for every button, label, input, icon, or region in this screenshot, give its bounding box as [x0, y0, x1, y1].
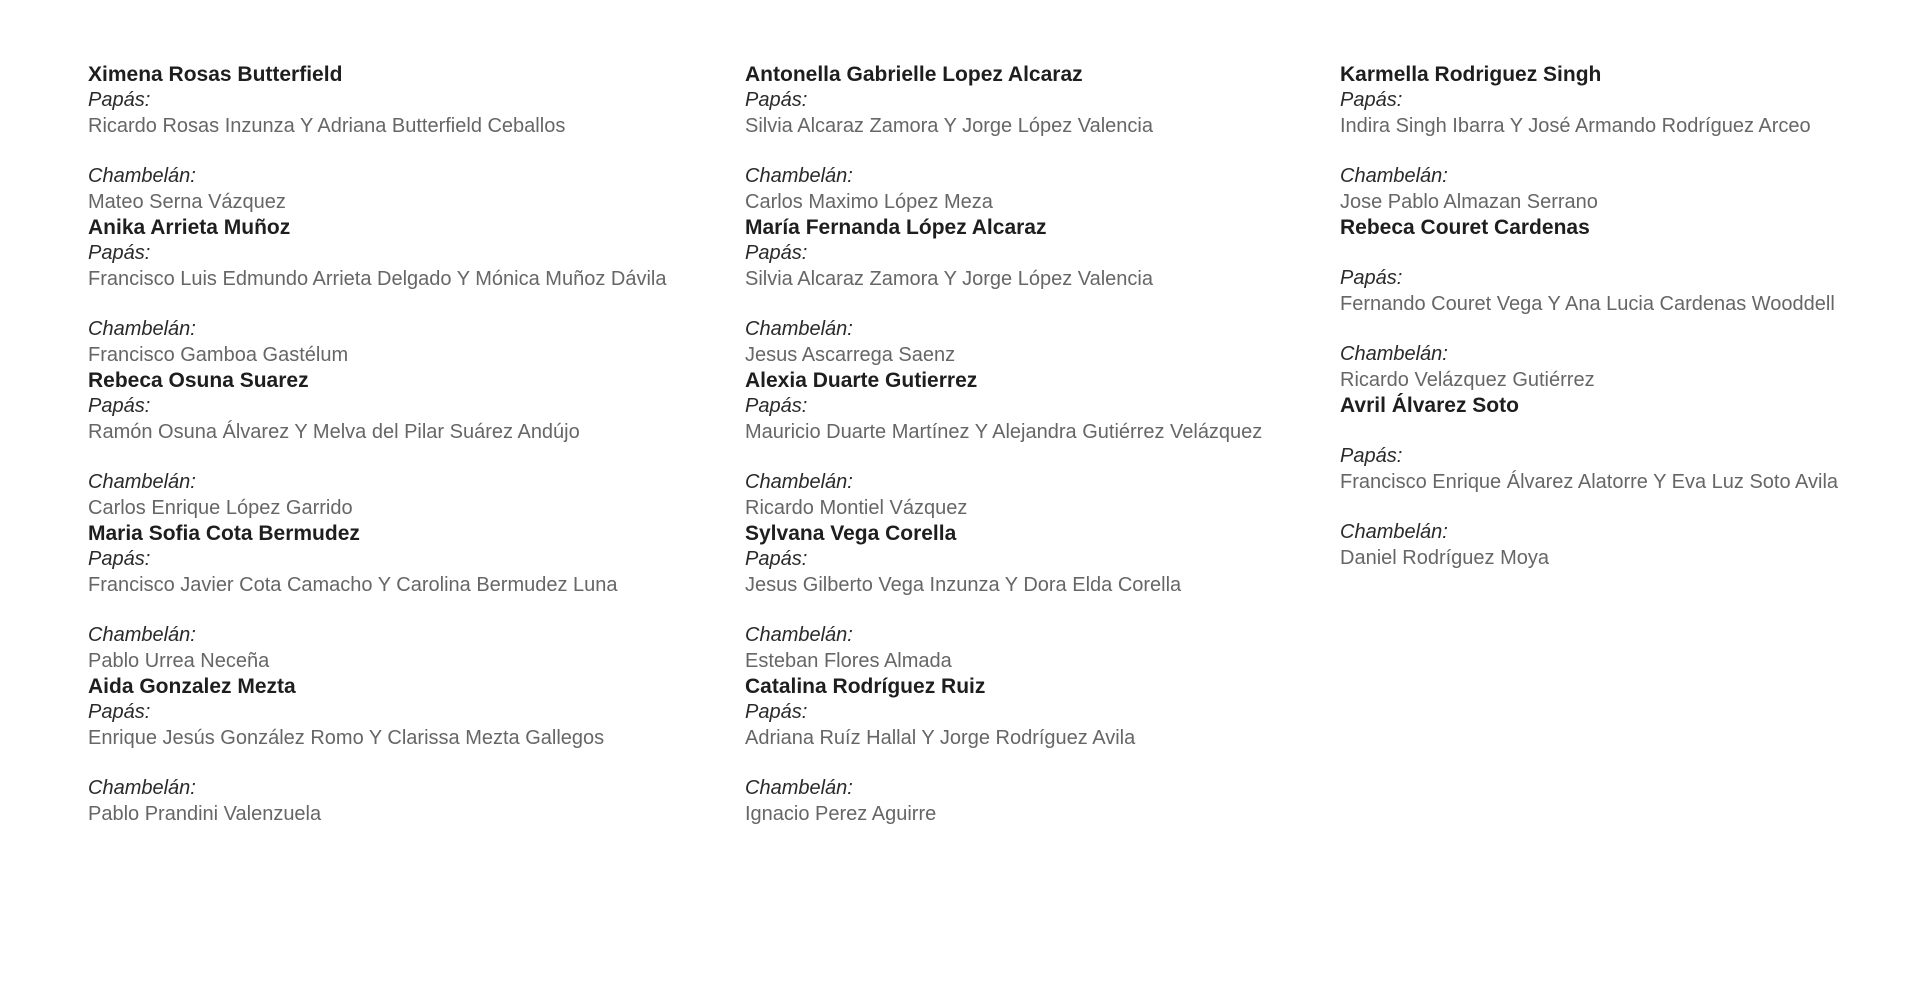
parents-label: Papás: — [745, 548, 808, 570]
entry-name: Karmella Rodriguez Singh — [1340, 63, 1602, 86]
chambelan-value: Ricardo Velázquez Gutiérrez — [1340, 369, 1595, 391]
parents-label: Papás: — [88, 89, 151, 111]
parents-label: Papás: — [88, 395, 151, 417]
entry-name: Rebeca Osuna Suarez — [88, 369, 309, 392]
parents-value: Indira Singh Ibarra Y José Armando Rodríguez Arceo — [1340, 115, 1811, 137]
entry-name: Maria Sofia Cota Bermudez — [88, 522, 360, 545]
parents-label: Papás: — [745, 395, 808, 417]
parents-value: Adriana Ruíz Hallal Y Jorge Rodríguez Avila — [745, 727, 1136, 749]
chambelan-value: Jose Pablo Almazan Serrano — [1340, 191, 1598, 213]
parents-value: Silvia Alcaraz Zamora Y Jorge López Valencia — [745, 115, 1153, 137]
entry — [88, 674, 728, 827]
entry — [88, 215, 728, 368]
chambelan-label: Chambelán: — [745, 318, 853, 340]
entry-name: Ximena Rosas Butterfield — [88, 63, 343, 86]
chambelan-value: Pablo Prandini Valenzuela — [88, 803, 322, 825]
entry — [745, 62, 1345, 215]
parents-value: Ramón Osuna Álvarez Y Melva del Pilar Suárez Andújo — [88, 421, 580, 443]
parents-value: Francisco Enrique Álvarez Alatorre Y Eva Luz Soto Avila — [1340, 471, 1839, 493]
entry-name: Rebeca Couret Cardenas — [1340, 216, 1590, 239]
entry — [88, 521, 728, 674]
parents-label: Papás: — [1340, 445, 1403, 467]
chambelan-value: Ricardo Montiel Vázquez — [745, 497, 968, 519]
entry — [1340, 215, 1900, 393]
entry — [88, 62, 728, 215]
parents-value: Francisco Luis Edmundo Arrieta Delgado Y Mónica Muñoz Dávila — [88, 268, 667, 290]
chambelan-label: Chambelán: — [88, 471, 196, 493]
entry — [1340, 393, 1900, 571]
entry-name: Alexia Duarte Gutierrez — [745, 369, 978, 392]
chambelan-value: Carlos Maximo López Meza — [745, 191, 993, 213]
parents-label: Papás: — [1340, 267, 1403, 289]
entry — [745, 368, 1345, 521]
parents-value: Jesus Gilberto Vega Inzunza Y Dora Elda Corella — [745, 574, 1182, 596]
chambelan-label: Chambelán: — [88, 777, 196, 799]
entry — [1340, 62, 1900, 215]
chambelan-value: Ignacio Perez Aguirre — [745, 803, 937, 825]
parents-label: Papás: — [88, 701, 151, 723]
chambelan-value: Francisco Gamboa Gastélum — [88, 344, 349, 366]
parents-value: Fernando Couret Vega Y Ana Lucia Cardenas Wooddell — [1340, 293, 1835, 315]
chambelan-label: Chambelán: — [745, 624, 853, 646]
parents-label: Papás: — [745, 701, 808, 723]
chambelan-label: Chambelán: — [1340, 521, 1448, 543]
entry-name: Sylvana Vega Corella — [745, 522, 957, 545]
column-1 — [88, 62, 728, 827]
parents-value: Enrique Jesús González Romo Y Clarissa Mezta Gallegos — [88, 727, 605, 749]
entry — [88, 368, 728, 521]
chambelan-label: Chambelán: — [745, 471, 853, 493]
chambelan-value: Jesus Ascarrega Saenz — [745, 344, 956, 366]
entry-name: Anika Arrieta Muñoz — [88, 216, 291, 239]
parents-value: Silvia Alcaraz Zamora Y Jorge López Valencia — [745, 268, 1153, 290]
parents-label: Papás: — [88, 548, 151, 570]
chambelan-label: Chambelán: — [88, 318, 196, 340]
chambelan-value: Daniel Rodríguez Moya — [1340, 547, 1549, 569]
entry-name: Avril Álvarez Soto — [1340, 394, 1519, 417]
chambelan-value: Esteban Flores Almada — [745, 650, 952, 672]
chambelan-label: Chambelán: — [745, 165, 853, 187]
chambelan-value: Mateo Serna Vázquez — [88, 191, 286, 213]
parents-value: Francisco Javier Cota Camacho Y Carolina Bermudez Luna — [88, 574, 618, 596]
column-2 — [745, 62, 1345, 827]
entry — [745, 521, 1345, 674]
entry-name: María Fernanda López Alcaraz — [745, 216, 1047, 239]
parents-label: Papás: — [745, 242, 808, 264]
chambelan-label: Chambelán: — [1340, 165, 1448, 187]
chambelan-label: Chambelán: — [88, 165, 196, 187]
entry — [745, 674, 1345, 827]
parents-label: Papás: — [745, 89, 808, 111]
column-3 — [1340, 62, 1900, 571]
chambelan-value: Carlos Enrique López Garrido — [88, 497, 353, 519]
entry-name: Antonella Gabrielle Lopez Alcaraz — [745, 63, 1083, 86]
parents-label: Papás: — [88, 242, 151, 264]
entry-name: Catalina Rodríguez Ruiz — [745, 675, 986, 698]
parents-label: Papás: — [1340, 89, 1403, 111]
chambelan-label: Chambelán: — [88, 624, 196, 646]
parents-value: Mauricio Duarte Martínez Y Alejandra Gutiérrez Velázquez — [745, 421, 1263, 443]
entry-name: Aida Gonzalez Mezta — [88, 675, 296, 698]
entry — [745, 215, 1345, 368]
chambelan-value: Pablo Urrea Neceña — [88, 650, 270, 672]
chambelan-label: Chambelán: — [745, 777, 853, 799]
parents-value: Ricardo Rosas Inzunza Y Adriana Butterfield Ceballos — [88, 115, 566, 137]
chambelan-label: Chambelán: — [1340, 343, 1448, 365]
